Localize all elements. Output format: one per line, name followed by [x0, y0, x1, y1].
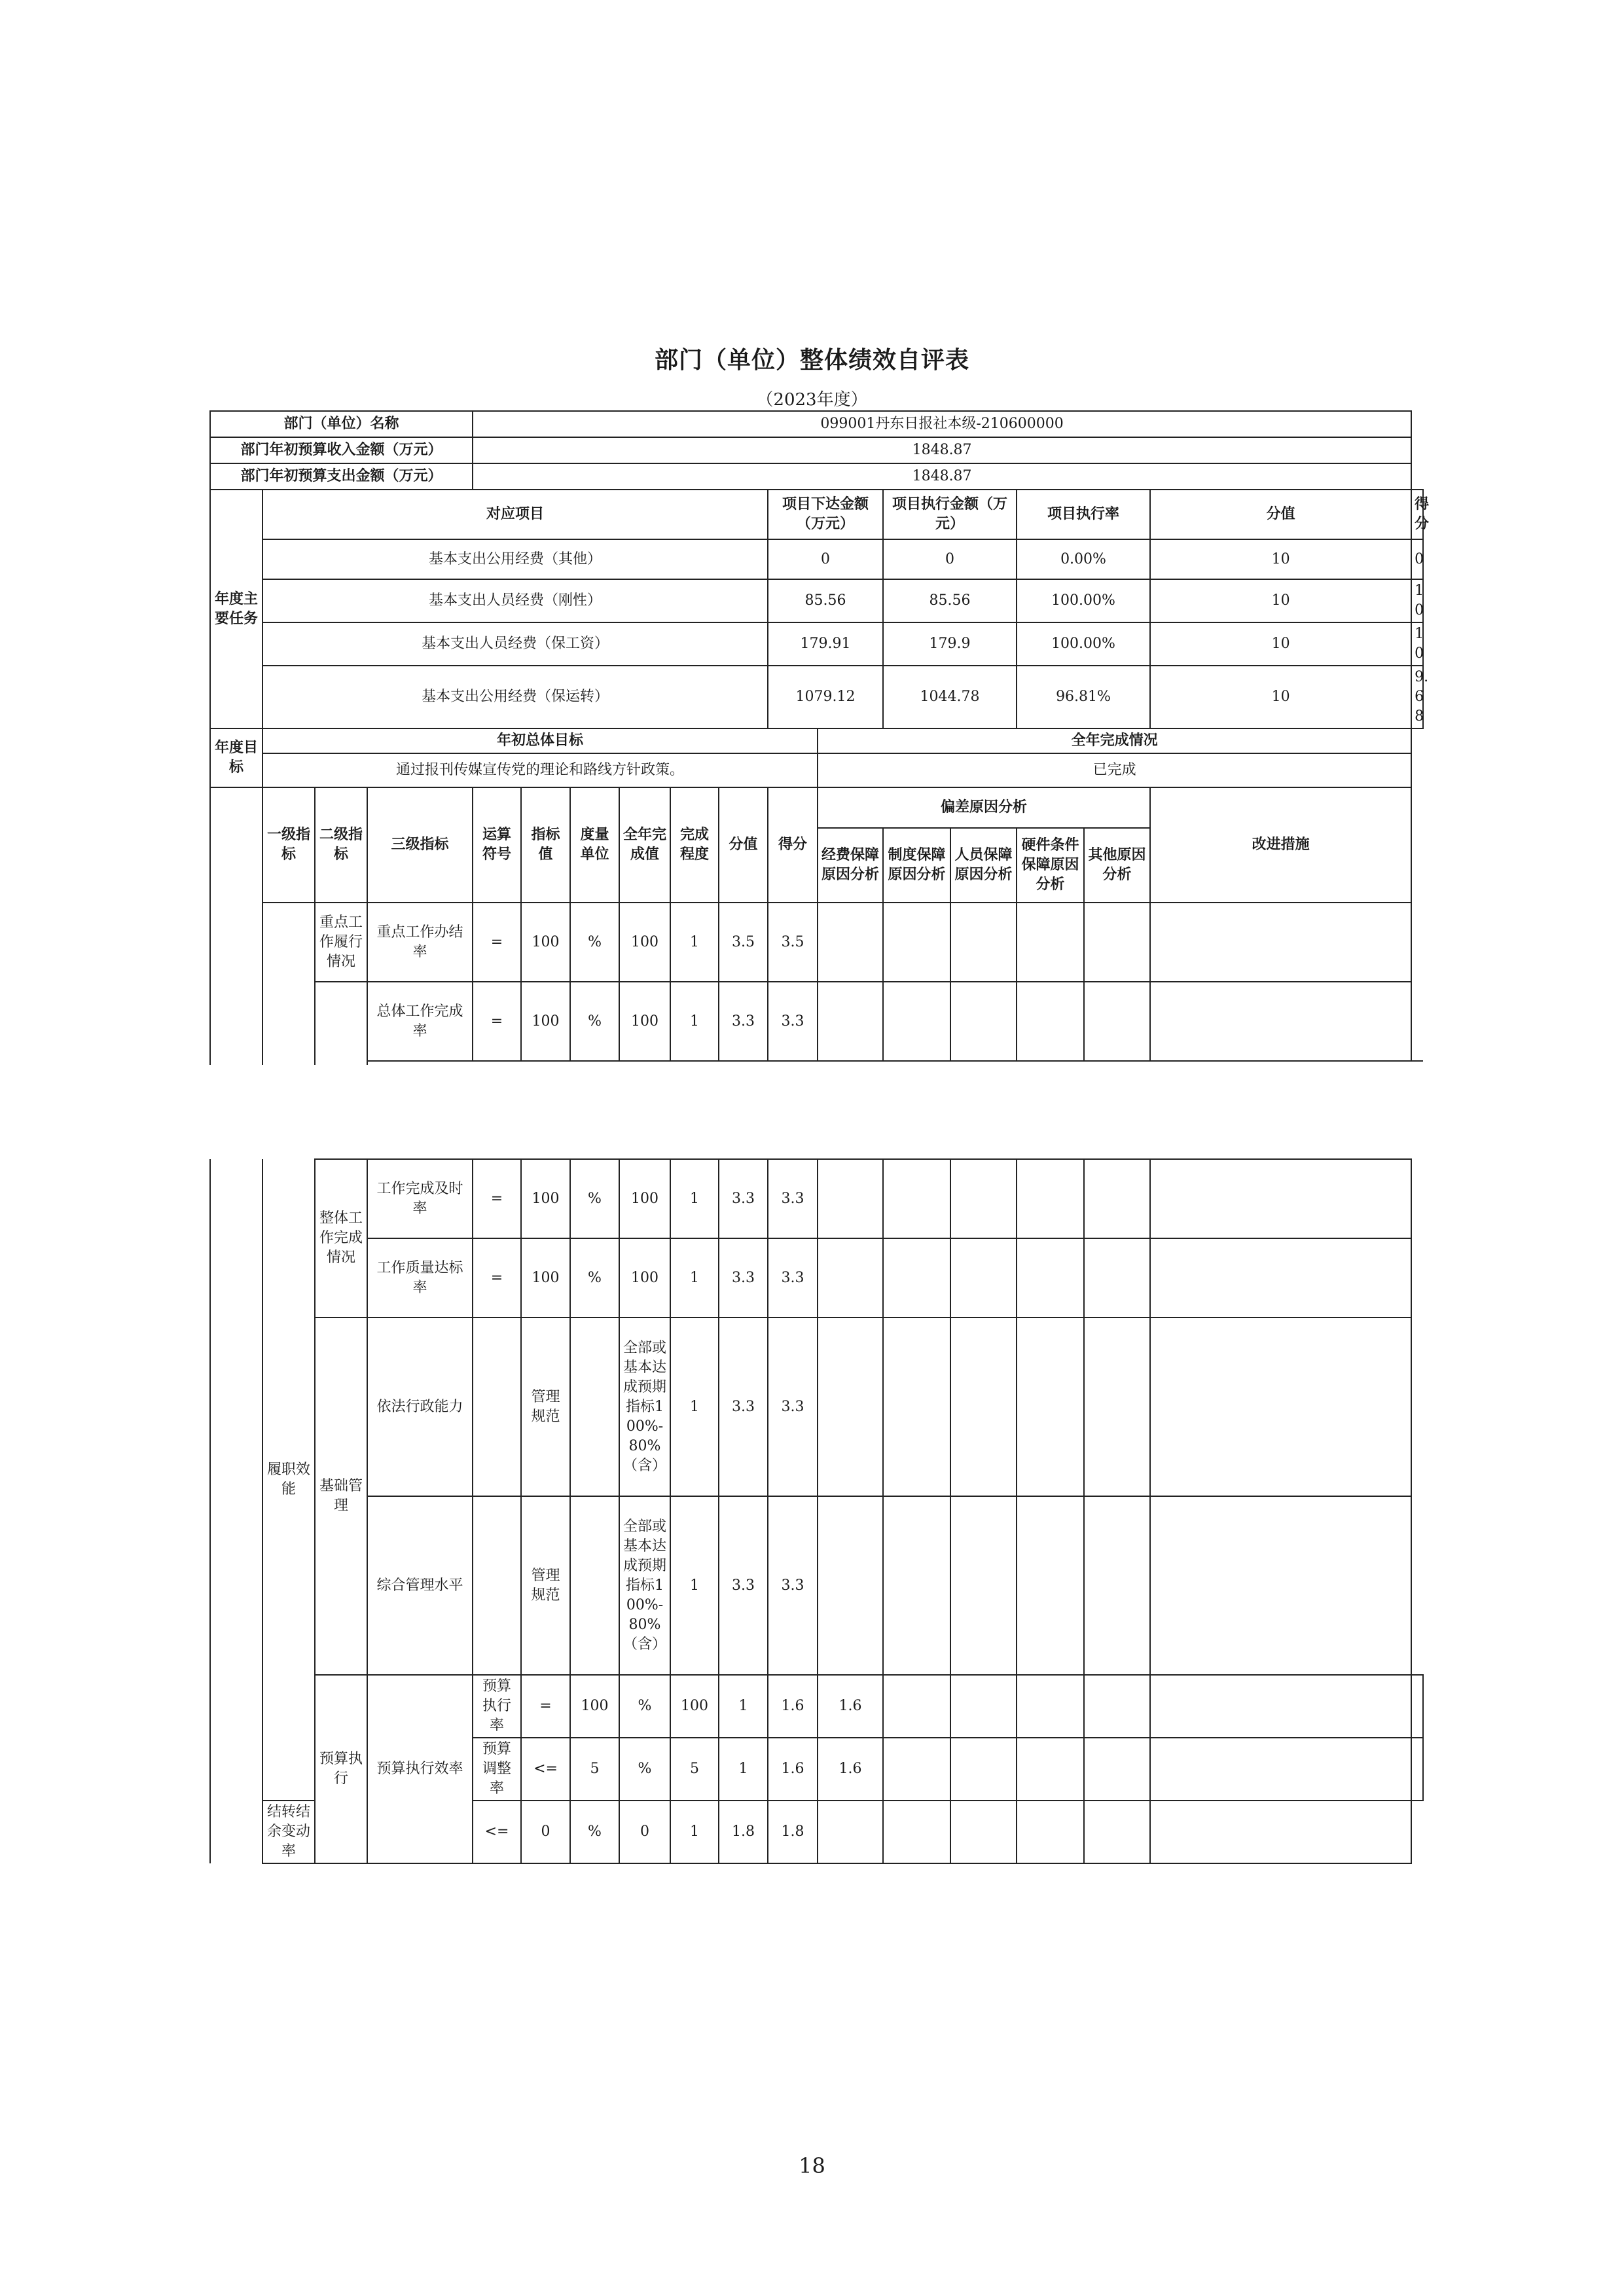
task-exec: 85.56: [883, 579, 1017, 622]
header-hardware: 硬件条件保障原因分析: [1017, 828, 1084, 903]
indicator-score: 3.3: [768, 982, 818, 1061]
header-score: 得分: [768, 787, 818, 903]
task-score: 10: [1411, 622, 1423, 666]
indicator-actual: 全部或基本达成预期指标100%-80%（含）: [619, 1496, 670, 1675]
page-number: 18: [799, 2153, 825, 2178]
table-row: [210, 666, 1423, 728]
unit-name-value: 099001丹东日报社本级-210600000: [473, 411, 1411, 437]
task-exec: 179.9: [883, 622, 1017, 666]
header-unit: 度量单位: [570, 787, 619, 903]
header-deviation: 偏差原因分析: [818, 787, 1150, 828]
indicator-name: 预算调整率: [473, 1738, 521, 1801]
table-row: [210, 903, 1423, 982]
indicator-op: <=: [521, 1738, 570, 1801]
indicator-unit: %: [570, 982, 619, 1061]
indicator-actual: 全部或基本达成预期指标100%-80%（含）: [619, 1318, 670, 1496]
indicator-op: =: [473, 903, 521, 982]
performance-table-part1: [209, 410, 1430, 1065]
indicator-score: 1.6: [818, 1675, 883, 1738]
level1-performance: 履职效能: [262, 1159, 315, 1801]
table-row: [210, 1238, 1423, 1318]
indicator-op: =: [473, 1159, 521, 1238]
goals-completion-text: 已完成: [818, 753, 1411, 787]
document-title: 部门（单位）整体绩效自评表: [654, 347, 969, 374]
indicator-score: 1.6: [818, 1738, 883, 1801]
indicator-degree: 1: [670, 1318, 719, 1496]
indicator-op: [473, 1318, 521, 1496]
header-operator: 运算符号: [473, 787, 521, 903]
indicator-target: 管理规范: [521, 1496, 570, 1675]
indicator-weight: 3.3: [719, 1496, 768, 1675]
task-allot: 0: [768, 539, 883, 579]
indicator-weight: 3.3: [719, 1318, 768, 1496]
indicator-name: 工作完成及时率: [367, 1159, 473, 1238]
indicator-score: 3.3: [768, 1159, 818, 1238]
indicator-target: 100: [521, 982, 570, 1061]
indicator-weight: 3.3: [719, 1159, 768, 1238]
header-other: 其他原因分析: [1084, 828, 1150, 903]
indicator-target: 100: [521, 1159, 570, 1238]
indicator-actual: 100: [619, 1159, 670, 1238]
indicator-unit: %: [570, 903, 619, 982]
indicator-op: [473, 1496, 521, 1675]
task-name: 基本支出人员经费（保工资）: [262, 622, 768, 666]
task-name: 基本支出公用经费（其他）: [262, 539, 768, 579]
goals-completion-header: 全年完成情况: [818, 728, 1411, 753]
indicator-op: =: [521, 1675, 570, 1738]
expense-value: 1848.87: [473, 463, 1411, 490]
table-row: [210, 579, 1423, 622]
unit-name-label: 部门（单位）名称: [210, 411, 473, 437]
header-actual: 全年完成值: [619, 787, 670, 903]
task-name: 基本支出公用经费（保运转）: [262, 666, 768, 728]
indicator-actual: 100: [619, 903, 670, 982]
indicator-weight: 3.3: [719, 1238, 768, 1318]
indicator-unit: [570, 1318, 619, 1496]
tasks-header-rate: 项目执行率: [1017, 490, 1150, 539]
header-weight: 分值: [719, 787, 768, 903]
indicator-actual: 100: [619, 1238, 670, 1318]
task-exec: 0: [883, 539, 1017, 579]
table-row: [210, 1675, 1423, 1738]
task-name: 基本支出人员经费（刚性）: [262, 579, 768, 622]
tasks-header-exec: 项目执行金额（万元）: [883, 490, 1017, 539]
task-score: 10: [1411, 579, 1423, 622]
indicator-target: 5: [570, 1738, 619, 1801]
task-rate: 0.00%: [1017, 539, 1150, 579]
tasks-header-weight: 分值: [1150, 490, 1411, 539]
header-funding: 经费保障原因分析: [818, 828, 883, 903]
indicator-unit: %: [570, 1801, 619, 1863]
task-weight: 10: [1150, 622, 1411, 666]
level2-basic-management: 基础管理: [315, 1318, 367, 1675]
task-rate: 96.81%: [1017, 666, 1150, 728]
indicator-score: 1.8: [768, 1801, 818, 1863]
indicator-weight: 3.3: [719, 982, 768, 1061]
task-weight: 10: [1150, 666, 1411, 728]
indicator-degree: 1: [670, 982, 719, 1061]
tasks-header-allot: 项目下达金额（万元）: [768, 490, 883, 539]
indicator-degree: 1: [670, 903, 719, 982]
indicator-unit: %: [619, 1738, 670, 1801]
level2-whole-work: 整体工作完成情况: [315, 1159, 367, 1318]
task-weight: 10: [1150, 539, 1411, 579]
level2-cell-continued: [315, 982, 367, 1065]
indicator-degree: 1: [719, 1738, 768, 1801]
goals-initial-text: 通过报刊传媒宣传党的理论和路线方针政策。: [262, 753, 818, 787]
header-level3: 三级指标: [367, 787, 473, 903]
indicator-name: 工作质量达标率: [367, 1238, 473, 1318]
indicator-name: 综合管理水平: [367, 1496, 473, 1675]
level1-budget-execution: 预算执行: [315, 1675, 367, 1863]
header-level2: 二级指标: [315, 787, 367, 903]
table-row: [210, 1159, 1423, 1238]
income-value: 1848.87: [473, 437, 1411, 463]
task-allot: 85.56: [768, 579, 883, 622]
task-exec: 1044.78: [883, 666, 1017, 728]
task-rate: 100.00%: [1017, 622, 1150, 666]
table-row: [210, 622, 1423, 666]
indicator-actual: 5: [670, 1738, 719, 1801]
indicator-degree: 1: [670, 1801, 719, 1863]
indicator-name: 总体工作完成率: [367, 982, 473, 1061]
indicator-actual: 0: [619, 1801, 670, 1863]
expense-label: 部门年初预算支出金额（万元）: [210, 463, 473, 490]
indicator-degree: 1: [670, 1238, 719, 1318]
indicator-unit: %: [619, 1675, 670, 1738]
indicator-level2: 重点工作履行情况: [315, 903, 367, 982]
table-row: [210, 1318, 1423, 1496]
task-rate: 100.00%: [1017, 579, 1150, 622]
income-label: 部门年初预算收入金额（万元）: [210, 437, 473, 463]
indicator-name: 预算执行率: [473, 1675, 521, 1738]
indicator-unit: %: [570, 1159, 619, 1238]
indicator-score: 3.5: [768, 903, 818, 982]
goals-initial-header: 年初总体目标: [262, 728, 818, 753]
table-row: [210, 982, 1423, 1061]
document-year: （2023年度）: [756, 390, 868, 410]
performance-table-part2: [209, 1158, 1424, 1864]
task-weight: 10: [1150, 579, 1411, 622]
indicator-name: 重点工作办结率: [367, 903, 473, 982]
indicator-target: 管理规范: [521, 1318, 570, 1496]
indicator-name: 依法行政能力: [367, 1318, 473, 1496]
header-system: 制度保障原因分析: [883, 828, 950, 903]
indicator-target: 0: [521, 1801, 570, 1863]
level1-cell-part1: [262, 903, 315, 1065]
indicator-target: 100: [570, 1675, 619, 1738]
indicator-name: 结转结余变动率: [262, 1801, 315, 1863]
tasks-header-project: 对应项目: [262, 490, 768, 539]
indicator-score: 3.3: [768, 1318, 818, 1496]
indicator-actual: 100: [670, 1675, 719, 1738]
indicator-op: =: [473, 1238, 521, 1318]
task-allot: 1079.12: [768, 666, 883, 728]
task-score: 9.68: [1411, 666, 1423, 728]
table-row: [210, 1496, 1423, 1675]
goals-section-label: 年度目标: [210, 728, 262, 787]
indicator-unit: [570, 1496, 619, 1675]
indicator-unit: %: [570, 1238, 619, 1318]
header-degree: 完成程度: [670, 787, 719, 903]
tasks-section-label: 年度主要任务: [210, 490, 262, 728]
indicator-section-spacer: [210, 787, 262, 1065]
header-level1: 一级指标: [262, 787, 315, 903]
table-row: [210, 539, 1423, 579]
indicator-op: =: [473, 982, 521, 1061]
indicator-degree: 1: [670, 1159, 719, 1238]
indicator-section-spacer: [210, 1159, 262, 1863]
indicator-weight: 3.5: [719, 903, 768, 982]
indicator-target: 100: [521, 903, 570, 982]
indicator-score: 3.3: [768, 1238, 818, 1318]
header-improve: 改进措施: [1150, 787, 1411, 903]
indicator-actual: 100: [619, 982, 670, 1061]
task-score: 0: [1411, 539, 1423, 579]
indicator-score: 3.3: [768, 1496, 818, 1675]
header-personnel: 人员保障原因分析: [950, 828, 1017, 903]
indicator-weight: 1.8: [719, 1801, 768, 1863]
level2-budget-efficiency: 预算执行效率: [367, 1675, 473, 1863]
header-target: 指标值: [521, 787, 570, 903]
tasks-header-score: 得分: [1411, 490, 1423, 539]
indicator-weight: 1.6: [768, 1738, 818, 1801]
indicator-op: <=: [473, 1801, 521, 1863]
indicator-degree: 1: [670, 1496, 719, 1675]
indicator-target: 100: [521, 1238, 570, 1318]
indicator-degree: 1: [719, 1675, 768, 1738]
task-allot: 179.91: [768, 622, 883, 666]
indicator-weight: 1.6: [768, 1675, 818, 1738]
